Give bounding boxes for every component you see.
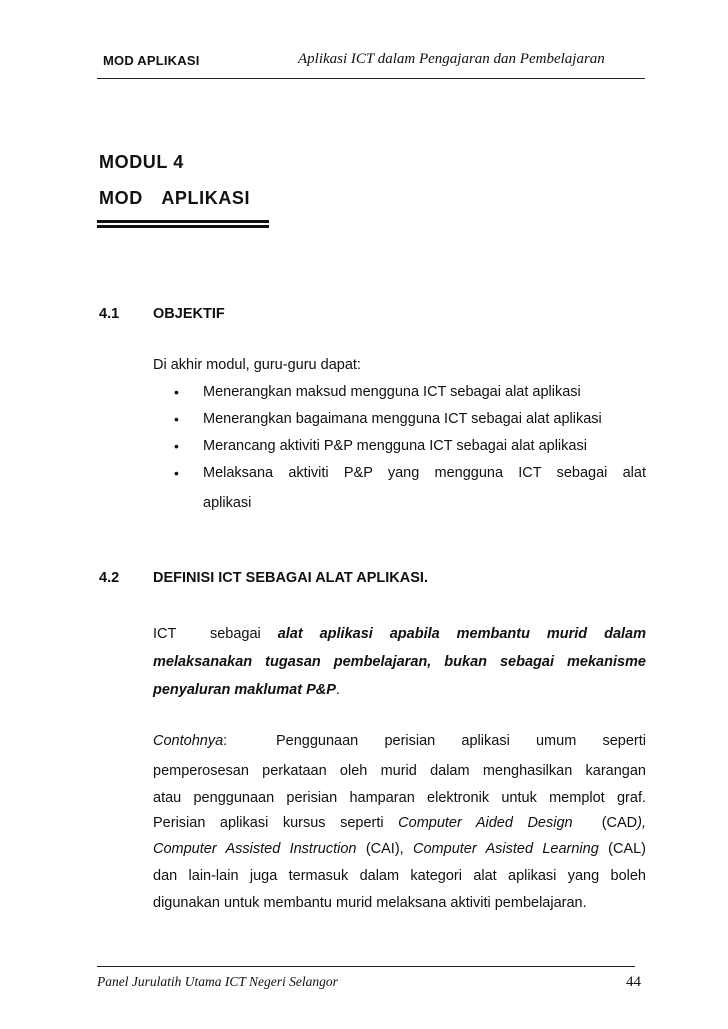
definition-line bbox=[153, 682, 340, 698]
bullet-icon: • bbox=[174, 465, 179, 481]
definition-line bbox=[153, 626, 646, 642]
bullet-icon: • bbox=[174, 411, 179, 427]
header-document-title: Aplikasi ICT dalam Pengajaran dan Pembelajaran bbox=[298, 51, 605, 67]
definition-emphasis: alat aplikasi apabila membantu murid dalam bbox=[277, 626, 646, 642]
objective-item-continuation: aplikasi bbox=[203, 495, 252, 511]
page-number: 44 bbox=[626, 974, 641, 990]
bullet-icon: • bbox=[174, 384, 179, 400]
objective-item: Merancang aktiviti P&P mengguna ICT sebagai alat aplikasi bbox=[203, 438, 587, 454]
definition-emphasis: penyaluran maklumat P&P bbox=[153, 682, 336, 698]
definition-line: melaksanakan tugasan pembelajaran, bukan sebagai mekanisme bbox=[153, 654, 646, 670]
example-text: (CAI), bbox=[356, 841, 414, 857]
title-underline-bottom bbox=[97, 225, 269, 228]
title-underline-top bbox=[97, 220, 269, 223]
module-number-title: MODUL 4 bbox=[99, 152, 184, 172]
software-name: Computer Asisted Learning bbox=[413, 841, 599, 857]
header-module-label: MOD APLIKASI bbox=[103, 53, 200, 68]
footer-divider bbox=[97, 966, 635, 967]
header-divider bbox=[97, 78, 645, 79]
example-line bbox=[153, 841, 646, 857]
example-line: Penggunaan perisian aplikasi umum seperti bbox=[276, 733, 646, 749]
definition-text: . bbox=[335, 682, 340, 698]
example-line: digunakan untuk membantu murid melaksana aktiviti pembelajaran. bbox=[153, 895, 587, 911]
section-number: 4.1 bbox=[99, 306, 120, 322]
example-label-colon: : bbox=[223, 733, 228, 749]
example-line bbox=[153, 815, 646, 831]
objective-item: Melaksana aktiviti P&P yang mengguna ICT sebagai alat bbox=[203, 465, 646, 481]
section-heading: DEFINISI ICT SEBAGAI ALAT APLIKASI. bbox=[153, 570, 428, 586]
example-text: (CAD bbox=[572, 815, 638, 831]
objective-item: Menerangkan maksud mengguna ICT sebagai alat aplikasi bbox=[203, 384, 581, 400]
example-label bbox=[153, 733, 227, 749]
example-line: pemperosesan perkataan oleh murid dalam menghasilkan karangan bbox=[153, 763, 646, 779]
example-line: atau penggunaan perisian hamparan elektronik untuk memplot graf. bbox=[153, 790, 646, 806]
section-number: 4.2 bbox=[99, 570, 120, 586]
software-name: Computer Assisted Instruction bbox=[153, 841, 357, 857]
software-name: Computer Aided Design bbox=[398, 815, 573, 831]
example-label-text: Contohnya bbox=[153, 733, 224, 749]
example-text: (CAL) bbox=[598, 841, 646, 857]
example-line: dan lain-lain juga termasuk dalam kategori alat aplikasi yang boleh bbox=[153, 868, 646, 884]
footer-organization: Panel Jurulatih Utama ICT Negeri Selangor bbox=[97, 974, 338, 989]
module-name-title: MOD APLIKASI bbox=[99, 188, 251, 208]
objective-item: Menerangkan bagaimana mengguna ICT sebagai alat aplikasi bbox=[203, 411, 602, 427]
example-text: ), bbox=[637, 815, 647, 831]
section-heading: OBJEKTIF bbox=[153, 306, 225, 322]
objectives-intro: Di akhir modul, guru-guru dapat: bbox=[153, 357, 361, 373]
definition-text: ICT sebagai bbox=[153, 626, 278, 642]
example-text: Perisian aplikasi kursus seperti bbox=[153, 815, 399, 831]
bullet-icon: • bbox=[174, 438, 179, 454]
